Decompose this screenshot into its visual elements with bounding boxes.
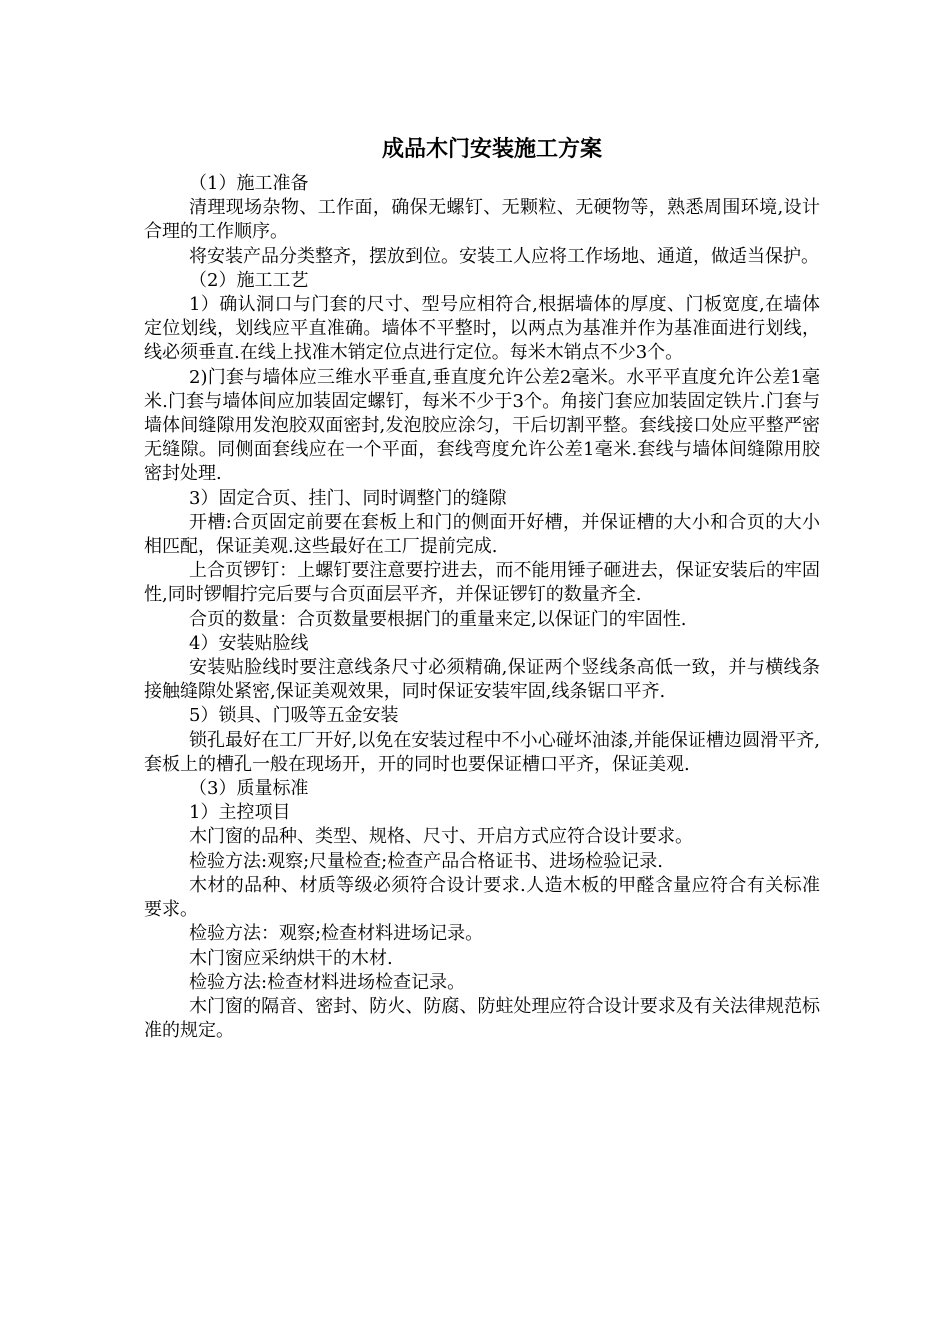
paragraph: 检验方法:检查材料进场检查记录。 [189, 971, 466, 993]
paragraph: 开槽:合页固定前要在套板上和门的侧面开好槽，并保证槽的大小和合页的大小相匹配，保证美观.这些最好在工厂提前完成. [144, 511, 820, 558]
section-heading-preparation: （1）施工准备 [189, 173, 309, 194]
document-title: 成品木门安装施工方案 [381, 137, 602, 162]
paragraph: 木门窗的隔音、密封、防火、防腐、防蛀处理应符合设计要求及有关法律规范标准的规定。 [144, 995, 820, 1042]
paragraph: 2)门套与墙体应三维水平垂直,垂直度允许公差2毫米。水平平直度允许公差1毫米.门套与墙体间应加装固定螺钉，每米不少于3个。角接门套应加装固定铁片.门套与墙体间缝隙用发泡胶双面密封,发泡胶应涂匀，干后切割平整。套线接口处应平整严密无缝隙。同侧面套线应在一个平面，套线弯度允许公差1毫米.套线与墙体间缝隙用胶密封处理. [144, 366, 820, 485]
paragraph: 清理现场杂物、工作面，确保无螺钉、无颗粒、无硬物等，熟悉周围环境,设计合理的工作顺序。 [144, 197, 820, 243]
section-heading-quality: （3）质量标准 [189, 778, 309, 800]
paragraph: 合页的数量：合页数量要根据门的重量来定,以保证门的牢固性. [189, 608, 687, 630]
subsection-heading: 3）固定合页、挂门、同时调整门的缝隙 [189, 487, 507, 509]
subsection-heading: 4）安装贴脸线 [189, 632, 309, 654]
paragraph: 木门窗的品种、类型、规格、尺寸、开启方式应符合设计要求。 [189, 826, 693, 848]
paragraph: 将安装产品分类整齐，摆放到位。安装工人应将工作场地、通道，做适当保护。 [189, 245, 819, 267]
document-page [144, 130, 820, 1043]
paragraph: 锁孔最好在工厂开好,以免在安装过程中不小心碰坏油漆,并能保证槽边圆滑平齐,套板上的槽孔一般在现场开，开的同时也要保证槽口平齐，保证美观. [144, 729, 820, 775]
subsection-heading: 1）主控项目 [189, 802, 291, 824]
section-heading-process: （2）施工工艺 [189, 269, 309, 291]
paragraph: 上合页锣钉：上螺钉要注意要拧进去，而不能用锤子砸进去，保证安装后的牢固性,同时锣帽拧完后要与合页面层平齐，并保证锣钉的数量齐全. [144, 560, 820, 606]
paragraph: 1）确认洞口与门套的尺寸、型号应相符合,根据墙体的厚度、门板宽度,在墙体定位划线，划线应平直准确。墙体不平整时，以两点为基准并作为基准面进行划线，线必须垂直.在线上找准木销定位点进行定位。每米木销点不少3个。 [144, 294, 820, 364]
subsection-heading: 5）锁具、门吸等五金安装 [189, 705, 399, 727]
paragraph: 木门窗应采纳烘干的木材. [189, 947, 393, 969]
paragraph: 检验方法：观察;检查材料进场记录。 [189, 923, 484, 945]
paragraph: 安装贴脸线时要注意线条尺寸必须精确,保证两个竖线条高低一致，并与横线条接触缝隙处紧密,保证美观效果，同时保证安装牢固,线条锯口平齐. [144, 657, 820, 703]
paragraph: 木材的品种、材质等级必须符合设计要求.人造木板的甲醛含量应符合有关标准要求。 [144, 874, 820, 921]
paragraph: 检验方法:观察;尺量检查;检查产品合格证书、进场检验记录. [189, 850, 663, 872]
